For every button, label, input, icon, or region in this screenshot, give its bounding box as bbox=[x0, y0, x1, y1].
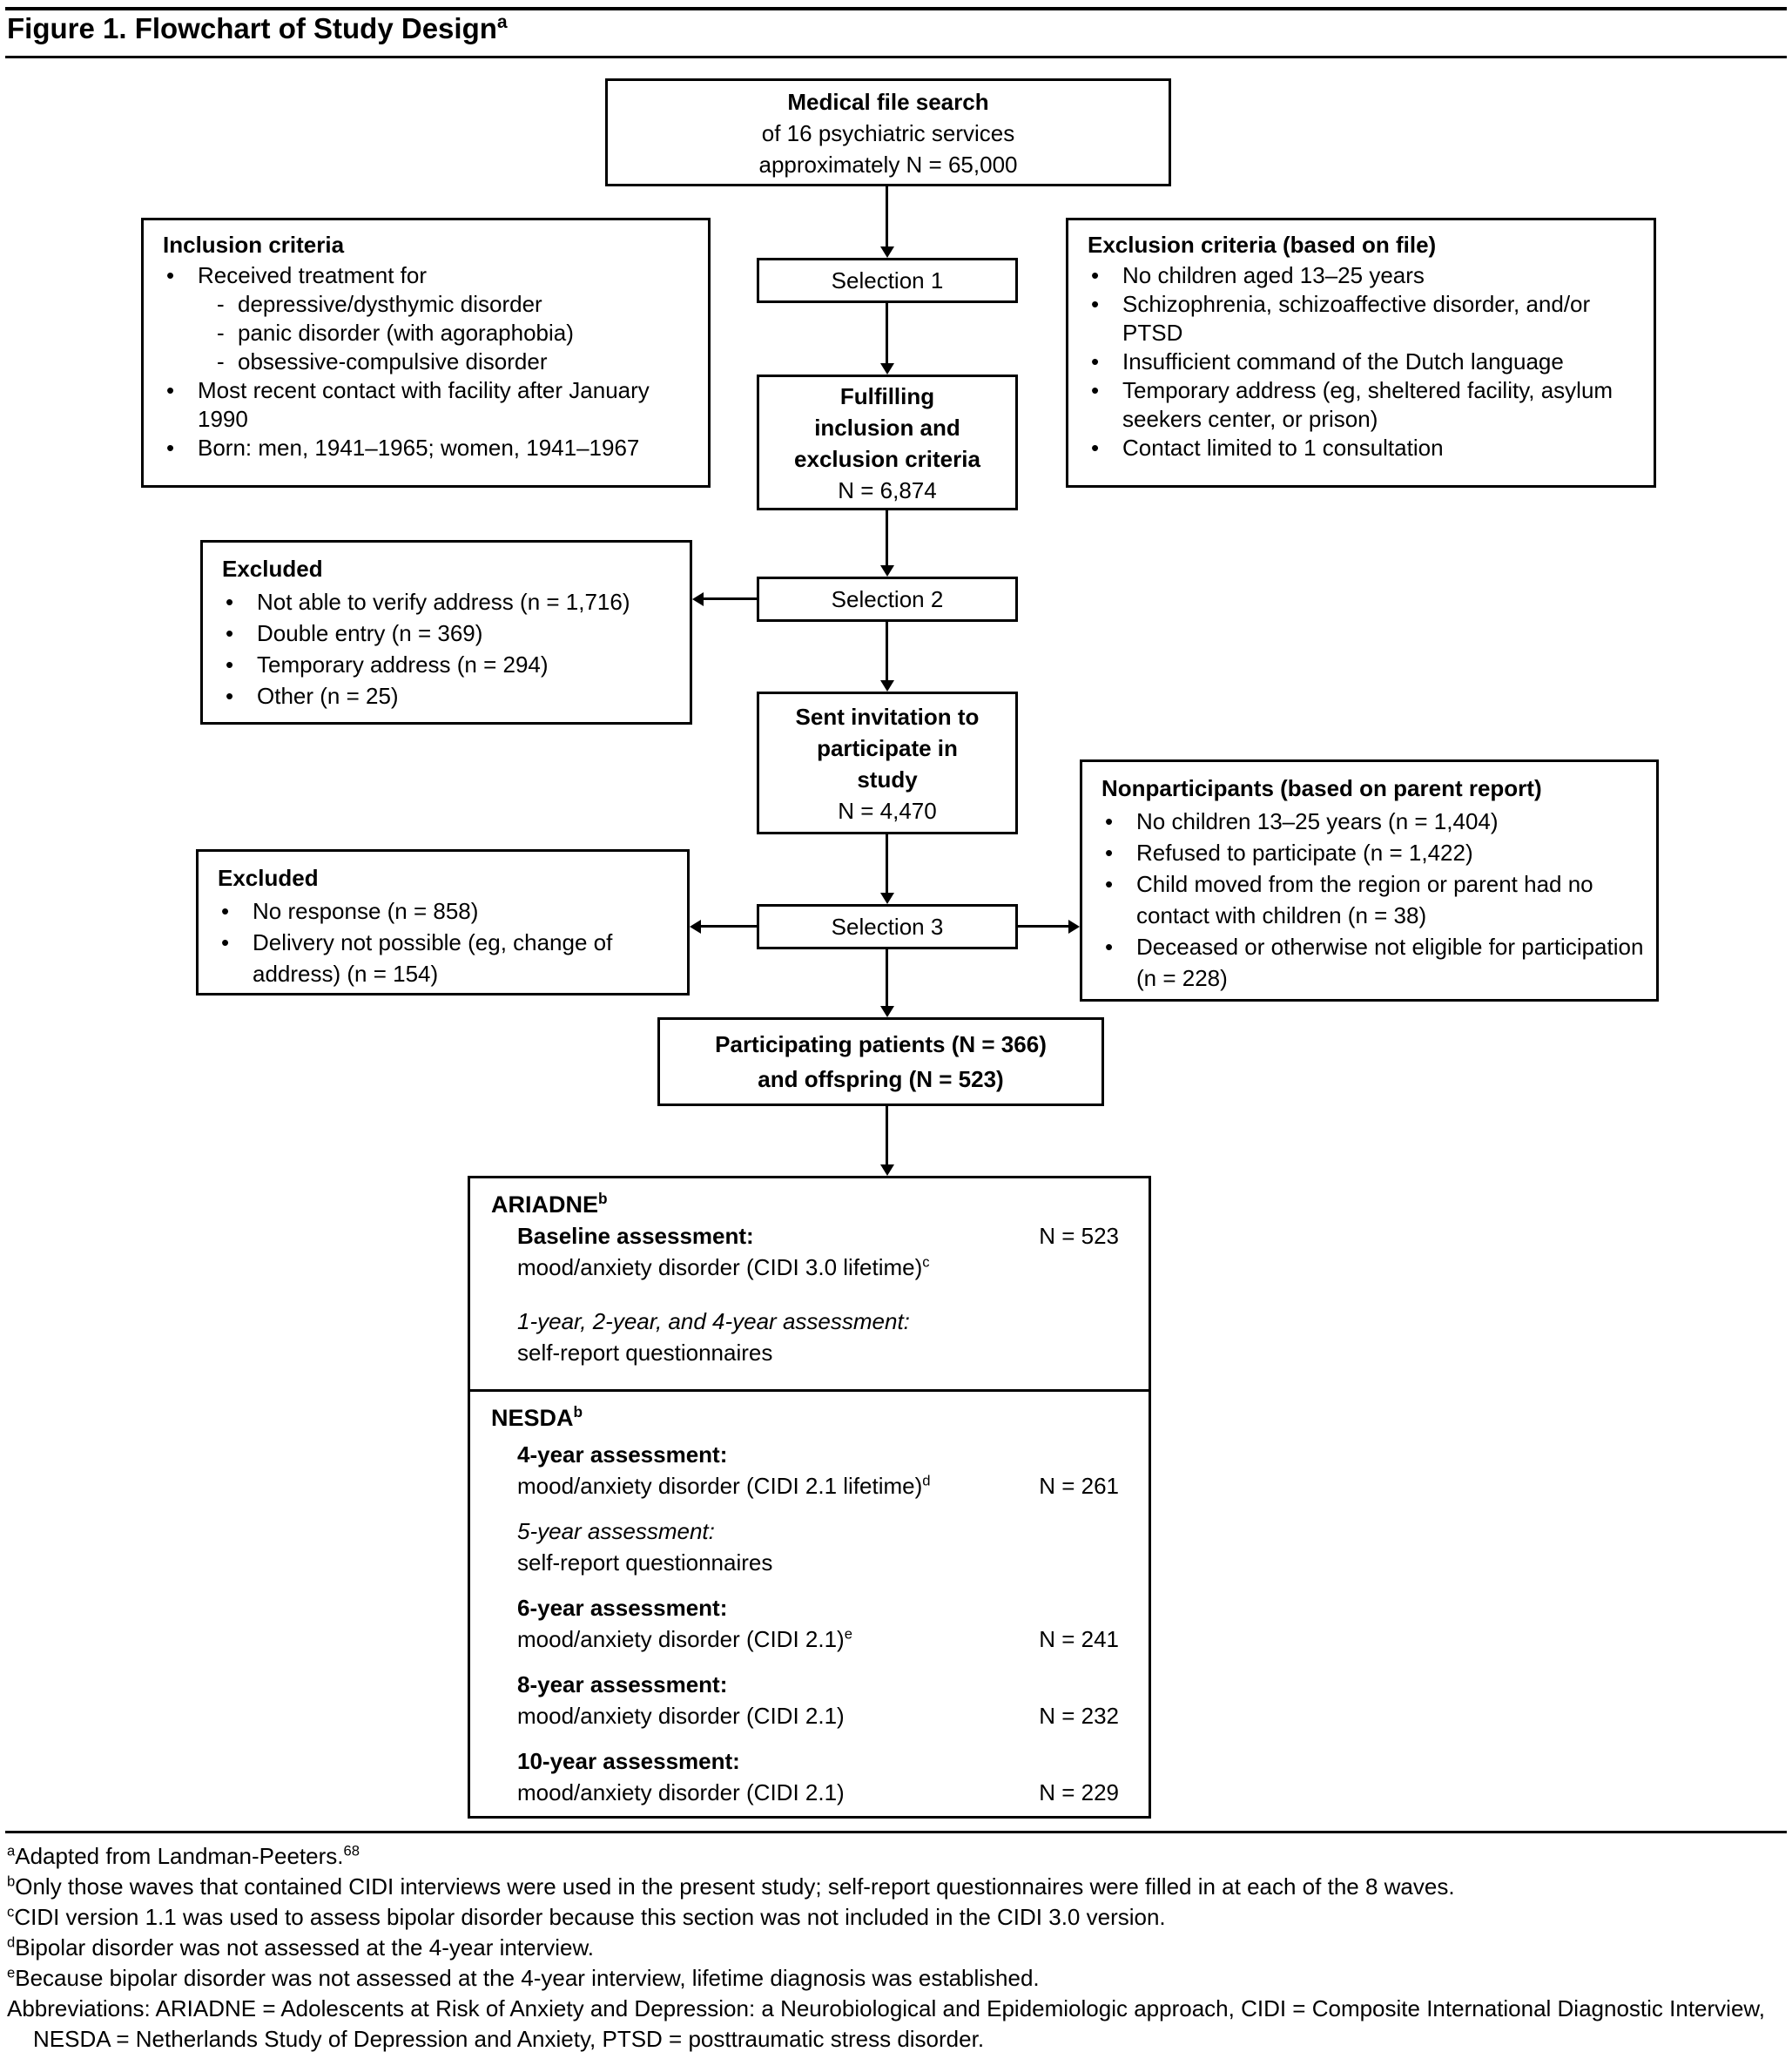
nonparticipants-bullet-3: • Child moved from the region or parent had no contact with children (n = 38) bbox=[1082, 868, 1656, 931]
inclusion-bullet-3: • Born: men, 1941–1965; women, 1941–1967 bbox=[144, 434, 708, 462]
box-nonparticipants bbox=[1080, 759, 1659, 1002]
footnotes bbox=[7, 1841, 1785, 2055]
nonparticipants-bullet-4: • Deceased or otherwise not eligible for participation (n = 228) bbox=[1082, 931, 1656, 994]
footnote-c-marker: c bbox=[7, 1903, 15, 1920]
arrow-down-icon bbox=[880, 1006, 894, 1017]
arrow-down-icon bbox=[880, 565, 894, 577]
box-assessments-panel bbox=[468, 1176, 1151, 1819]
footnote-a bbox=[7, 1841, 1785, 1872]
nesda-row-4year-n: N = 261 bbox=[1039, 1473, 1119, 1499]
box-excluded-selection3 bbox=[196, 849, 690, 996]
nonparticipants-bullet-2: • Refused to participate (n = 1,422) bbox=[1082, 837, 1656, 868]
nesda-row-6year-n: N = 241 bbox=[1039, 1626, 1119, 1652]
arrow-participating-to-panel bbox=[880, 1106, 894, 1176]
footnote-b-marker: b bbox=[7, 1873, 16, 1890]
nesda-content bbox=[517, 1439, 1128, 1808]
nesda-row-4year-desc-line bbox=[517, 1470, 1128, 1502]
nesda-row-8year-desc-line bbox=[517, 1700, 1128, 1731]
arrow-fulfilling-to-selection2 bbox=[880, 510, 894, 577]
footnote-c bbox=[7, 1902, 1785, 1933]
ariadne-followup-label-line bbox=[517, 1306, 1128, 1337]
arrow-left-icon bbox=[690, 920, 701, 934]
figure-title bbox=[7, 12, 508, 45]
arrow-shaft bbox=[886, 834, 888, 894]
nesda-row-5year-desc-line bbox=[517, 1547, 1128, 1578]
nesda-row-6year-label-line bbox=[517, 1592, 1128, 1623]
footnote-d-text: Bipolar disorder was not assessed at the 4-year interview. bbox=[15, 1934, 595, 1961]
inclusion-sub-2: - panic disorder (with agoraphobia) bbox=[144, 319, 708, 348]
selection-3-label: Selection 3 bbox=[831, 913, 944, 940]
excluded2-bullet-1: • Not able to verify address (n = 1,716) bbox=[203, 586, 690, 618]
medical-search-title: Medical file search bbox=[787, 89, 989, 115]
box-participating bbox=[657, 1017, 1104, 1106]
exclusion-bullet-1: • No children aged 13–25 years bbox=[1068, 261, 1654, 290]
footnote-rule bbox=[5, 1831, 1787, 1833]
excluded3-bullet-2: • Delivery not possible (eg, change of address) (n = 154) bbox=[199, 927, 687, 989]
box-selection-1 bbox=[757, 258, 1018, 303]
inclusion-bullet-2: • Most recent contact with facility after January 1990 bbox=[144, 376, 708, 434]
nonparticipants-bullet-1: • No children 13–25 years (n = 1,404) bbox=[1082, 806, 1656, 837]
nesda-row-4year-desc: mood/anxiety disorder (CIDI 2.1 lifetime) bbox=[517, 1473, 923, 1499]
box-exclusion-criteria bbox=[1066, 218, 1656, 488]
medical-search-line2: of 16 psychiatric services bbox=[761, 120, 1015, 146]
ariadne-title-sup: b bbox=[598, 1190, 608, 1207]
ariadne-baseline-desc-sup: c bbox=[922, 1253, 930, 1271]
excluded2-bullet-4: • Other (n = 25) bbox=[203, 680, 690, 712]
arrow-shaft bbox=[886, 186, 888, 248]
arrow-shaft bbox=[886, 622, 888, 682]
arrow-down-icon bbox=[880, 363, 894, 375]
footnote-c-text: CIDI version 1.1 was used to assess bipolar disorder because this section was not included in the CIDI 3.0 version. bbox=[14, 1904, 1166, 1930]
footnote-d bbox=[7, 1933, 1785, 1963]
ariadne-followup-label: 1-year, 2-year, and 4-year assessment: bbox=[517, 1308, 910, 1334]
nesda-row-10year-desc: mood/anxiety disorder (CIDI 2.1) bbox=[517, 1779, 845, 1805]
selection-2-label: Selection 2 bbox=[831, 585, 944, 612]
nesda-row-4year-label-line bbox=[517, 1439, 1128, 1470]
arrow-selection3-to-excluded bbox=[690, 920, 757, 934]
nesda-row-5year-label-line bbox=[517, 1515, 1128, 1547]
nesda-row-8year-label: 8-year assessment: bbox=[517, 1671, 728, 1697]
exclusion-bullet-5: • Contact limited to 1 consultation bbox=[1068, 434, 1654, 462]
ariadne-section bbox=[470, 1178, 1149, 1389]
footnote-abbreviations: Abbreviations: ARIADNE = Adolescents at Risk of Anxiety and Depression: a Neurobiological and Epidemiologic approach, CIDI = Composite International Diagnostic Interview, NESDA = Netherlands Study of Depression and Anxiety, PTSD = posttraumatic stress disorder. bbox=[7, 1995, 1765, 2052]
inclusion-heading: Inclusion criteria bbox=[163, 232, 345, 258]
inclusion-sub-1: - depressive/dysthymic disorder bbox=[144, 290, 708, 319]
arrow-right-icon bbox=[1068, 920, 1080, 934]
fulfilling-line2: inclusion and bbox=[814, 415, 960, 441]
medical-search-line3: approximately N = 65,000 bbox=[758, 152, 1018, 178]
participating-line2: and offspring (N = 523) bbox=[758, 1066, 1004, 1092]
exclusion-heading: Exclusion criteria (based on file) bbox=[1088, 232, 1437, 258]
arrow-left-icon bbox=[692, 592, 704, 606]
arrow-down-icon bbox=[880, 680, 894, 692]
nesda-row-5year-desc: self-report questionnaires bbox=[517, 1549, 773, 1576]
participating-line1: Participating patients (N = 366) bbox=[715, 1031, 1047, 1057]
nesda-row-10year-label: 10-year assessment: bbox=[517, 1748, 740, 1774]
nesda-row-4year-desc-sup: d bbox=[922, 1472, 931, 1489]
ariadne-baseline-label-line bbox=[517, 1220, 1128, 1252]
box-selection-2 bbox=[757, 577, 1018, 622]
footnote-d-marker: d bbox=[7, 1934, 16, 1951]
arrow-shaft bbox=[1018, 925, 1070, 928]
box-inclusion-criteria bbox=[141, 218, 711, 488]
nesda-row-10year-desc-line bbox=[517, 1777, 1128, 1808]
top-rule bbox=[5, 7, 1787, 10]
arrow-medical-to-selection1 bbox=[880, 186, 894, 258]
footnote-a-ref: 68 bbox=[343, 1842, 360, 1859]
arrow-shaft bbox=[699, 925, 757, 928]
inclusion-sub-3: - obsessive-compulsive disorder bbox=[144, 348, 708, 376]
excluded2-bullet-3: • Temporary address (n = 294) bbox=[203, 649, 690, 680]
footnote-e-marker: e bbox=[7, 1964, 16, 1981]
ariadne-followup-desc: self-report questionnaires bbox=[517, 1340, 773, 1366]
excluded3-heading: Excluded bbox=[218, 865, 319, 891]
arrow-shaft bbox=[886, 510, 888, 567]
nesda-section bbox=[470, 1389, 1149, 1816]
nesda-row-5year bbox=[517, 1515, 1128, 1578]
ariadne-baseline-n: N = 523 bbox=[1039, 1223, 1119, 1249]
selection-1-label: Selection 1 bbox=[831, 267, 944, 294]
ariadne-title-text: ARIADNE bbox=[491, 1191, 599, 1218]
nesda-row-6year bbox=[517, 1592, 1128, 1655]
title-underline-rule bbox=[5, 56, 1787, 58]
ariadne-baseline-desc: mood/anxiety disorder (CIDI 3.0 lifetime) bbox=[517, 1254, 923, 1280]
nesda-row-6year-desc-line bbox=[517, 1623, 1128, 1655]
box-medical-file-search bbox=[605, 78, 1171, 186]
invitation-line1: Sent invitation to bbox=[795, 704, 980, 730]
footnote-e-text: Because bipolar disorder was not assessed at the 4-year interview, lifetime diagnosis was established. bbox=[15, 1965, 1040, 1991]
nesda-row-6year-desc: mood/anxiety disorder (CIDI 2.1) bbox=[517, 1626, 845, 1652]
invitation-line3: study bbox=[857, 766, 918, 793]
fulfilling-line1: Fulfilling bbox=[839, 383, 935, 409]
footnote-b bbox=[7, 1872, 1785, 1902]
figure-title-text: Figure 1. Flowchart of Study Design bbox=[7, 12, 497, 44]
nesda-row-8year-n: N = 232 bbox=[1039, 1703, 1119, 1729]
invitation-line2: participate in bbox=[817, 735, 958, 761]
arrow-down-icon bbox=[880, 1164, 894, 1176]
fulfilling-line3: exclusion criteria bbox=[794, 446, 980, 472]
nesda-row-6year-label: 6-year assessment: bbox=[517, 1595, 728, 1621]
nesda-row-8year bbox=[517, 1669, 1128, 1731]
nesda-row-8year-desc: mood/anxiety disorder (CIDI 2.1) bbox=[517, 1703, 845, 1729]
nesda-title-sup: b bbox=[573, 1403, 583, 1421]
arrow-shaft bbox=[702, 597, 757, 600]
nesda-row-10year-n: N = 229 bbox=[1039, 1779, 1119, 1805]
arrow-invitation-to-selection3 bbox=[880, 834, 894, 904]
excluded3-bullet-1: • No response (n = 858) bbox=[199, 895, 687, 927]
arrow-selection2-to-invitation bbox=[880, 622, 894, 692]
ariadne-followup-desc-line bbox=[517, 1337, 1128, 1368]
footnote-b-text: Only those waves that contained CIDI interviews were used in the present study; self-report questionnaires were filled in at each of the 8 waves. bbox=[15, 1873, 1455, 1900]
nonparticipants-heading: Nonparticipants (based on parent report) bbox=[1101, 775, 1542, 801]
exclusion-bullet-2: • Schizophrenia, schizoaffective disorder, and/or PTSD bbox=[1068, 290, 1654, 348]
footnote-e bbox=[7, 1963, 1785, 1994]
nesda-row-4year bbox=[517, 1439, 1128, 1502]
arrow-selection2-to-excluded bbox=[692, 592, 757, 606]
arrow-selection3-to-participating bbox=[880, 949, 894, 1017]
exclusion-bullet-3: • Insufficient command of the Dutch language bbox=[1068, 348, 1654, 376]
nesda-row-10year-label-line bbox=[517, 1745, 1128, 1777]
invitation-n: N = 4,470 bbox=[838, 798, 937, 824]
nesda-row-8year-label-line bbox=[517, 1669, 1128, 1700]
excluded2-heading: Excluded bbox=[222, 556, 323, 582]
arrow-shaft bbox=[886, 949, 888, 1008]
nesda-row-5year-label: 5-year assessment: bbox=[517, 1518, 715, 1544]
arrow-shaft bbox=[886, 303, 888, 365]
ariadne-baseline-desc-line bbox=[517, 1252, 1128, 1283]
nesda-row-6year-desc-sup: e bbox=[844, 1625, 852, 1643]
figure-title-sup: a bbox=[496, 12, 508, 32]
nesda-row-10year bbox=[517, 1745, 1128, 1808]
footnote-a-marker: a bbox=[7, 1842, 16, 1859]
ariadne-title bbox=[491, 1189, 1128, 1220]
arrow-selection3-to-nonparticipants bbox=[1018, 920, 1080, 934]
inclusion-bullet-1: • Received treatment for bbox=[144, 261, 708, 290]
arrow-shaft bbox=[886, 1106, 888, 1166]
arrow-down-icon bbox=[880, 893, 894, 904]
arrow-selection1-to-fulfilling bbox=[880, 303, 894, 375]
nesda-row-4year-label: 4-year assessment: bbox=[517, 1441, 728, 1468]
ariadne-baseline-label: Baseline assessment: bbox=[517, 1223, 754, 1249]
exclusion-bullet-4: • Temporary address (eg, sheltered facility, asylum seekers center, or prison) bbox=[1068, 376, 1654, 434]
nesda-title bbox=[491, 1402, 1128, 1434]
footnote-a-text: Adapted from Landman-Peeters. bbox=[15, 1843, 344, 1869]
box-excluded-selection2 bbox=[200, 540, 692, 725]
fulfilling-n: N = 6,874 bbox=[838, 477, 937, 503]
ariadne-content bbox=[517, 1220, 1128, 1368]
nesda-title-text: NESDA bbox=[491, 1405, 574, 1431]
box-sent-invitation bbox=[757, 692, 1018, 834]
arrow-down-icon bbox=[880, 246, 894, 258]
box-fulfilling-criteria bbox=[757, 375, 1018, 510]
box-selection-3 bbox=[757, 904, 1018, 949]
excluded2-bullet-2: • Double entry (n = 369) bbox=[203, 618, 690, 649]
